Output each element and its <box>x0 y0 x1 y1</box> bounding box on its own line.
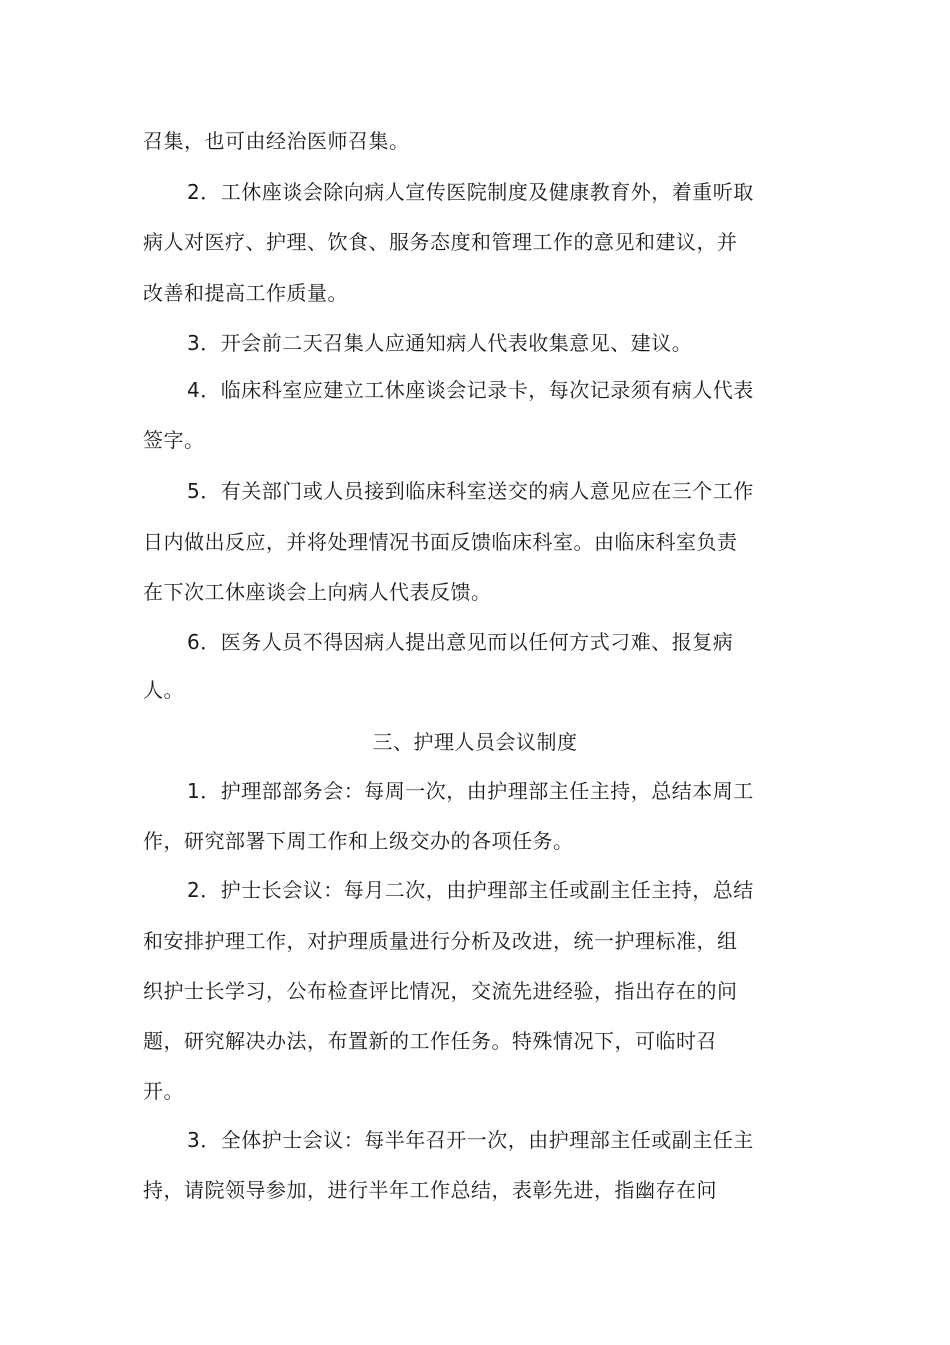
list-item-3: 3．开会前二天召集人应通知病人代表收集意见、建议。 <box>187 331 693 355</box>
text-line: 人。 <box>143 678 184 702</box>
text-line: 签字。 <box>143 428 205 452</box>
list-item-6: 6．医务人员不得因病人提出意见而以任何方式刁难、报复病 <box>187 630 734 654</box>
list-item-1: 1．护理部部务会：每周一次，由护理部主任主持，总结本周工 <box>187 779 754 803</box>
text-line: 日内做出反应，并将处理情况书面反馈临床科室。由临床科室负责 <box>143 530 738 554</box>
list-item-5: 5．有关部门或人员接到临床科室送交的病人意见应在三个工作 <box>187 479 754 503</box>
text-line: 和安排护理工作，对护理质量进行分析及改进，统一护理标准，组 <box>143 929 738 953</box>
text-line: 题，研究解决办法，布置新的工作任务。特殊情况下，可临时召 <box>143 1029 717 1053</box>
text-line: 作，研究部署下周工作和上级交办的各项任务。 <box>143 829 574 853</box>
list-item-3: 3．全体护士会议：每半年召开一次，由护理部主任或副主任主 <box>187 1128 754 1152</box>
text-line: 病人对医疗、护理、饮食、服务态度和管理工作的意见和建议，并 <box>143 230 738 254</box>
text-line: 召集，也可由经治医师召集。 <box>143 129 410 153</box>
list-item-2: 2．工休座谈会除向病人宣传医院制度及健康教育外，着重听取 <box>187 180 754 204</box>
text-line: 在下次工休座谈会上向病人代表反馈。 <box>143 580 492 604</box>
list-item-2: 2．护士长会议：每月二次，由护理部主任或副主任主持，总结 <box>187 878 754 902</box>
text-line: 改善和提高工作质量。 <box>143 281 348 305</box>
list-item-4: 4．临床科室应建立工休座谈会记录卡，每次记录须有病人代表 <box>187 378 754 402</box>
text-line: 开。 <box>143 1079 184 1103</box>
section-heading: 三、护理人员会议制度 <box>372 730 578 754</box>
text-line: 织护士长学习，公布检查评比情况，交流先进经验，指出存在的问 <box>143 979 738 1003</box>
text-line: 持，请院领导参加，进行半年工作总结，表彰先进，指幽存在问 <box>143 1178 717 1202</box>
